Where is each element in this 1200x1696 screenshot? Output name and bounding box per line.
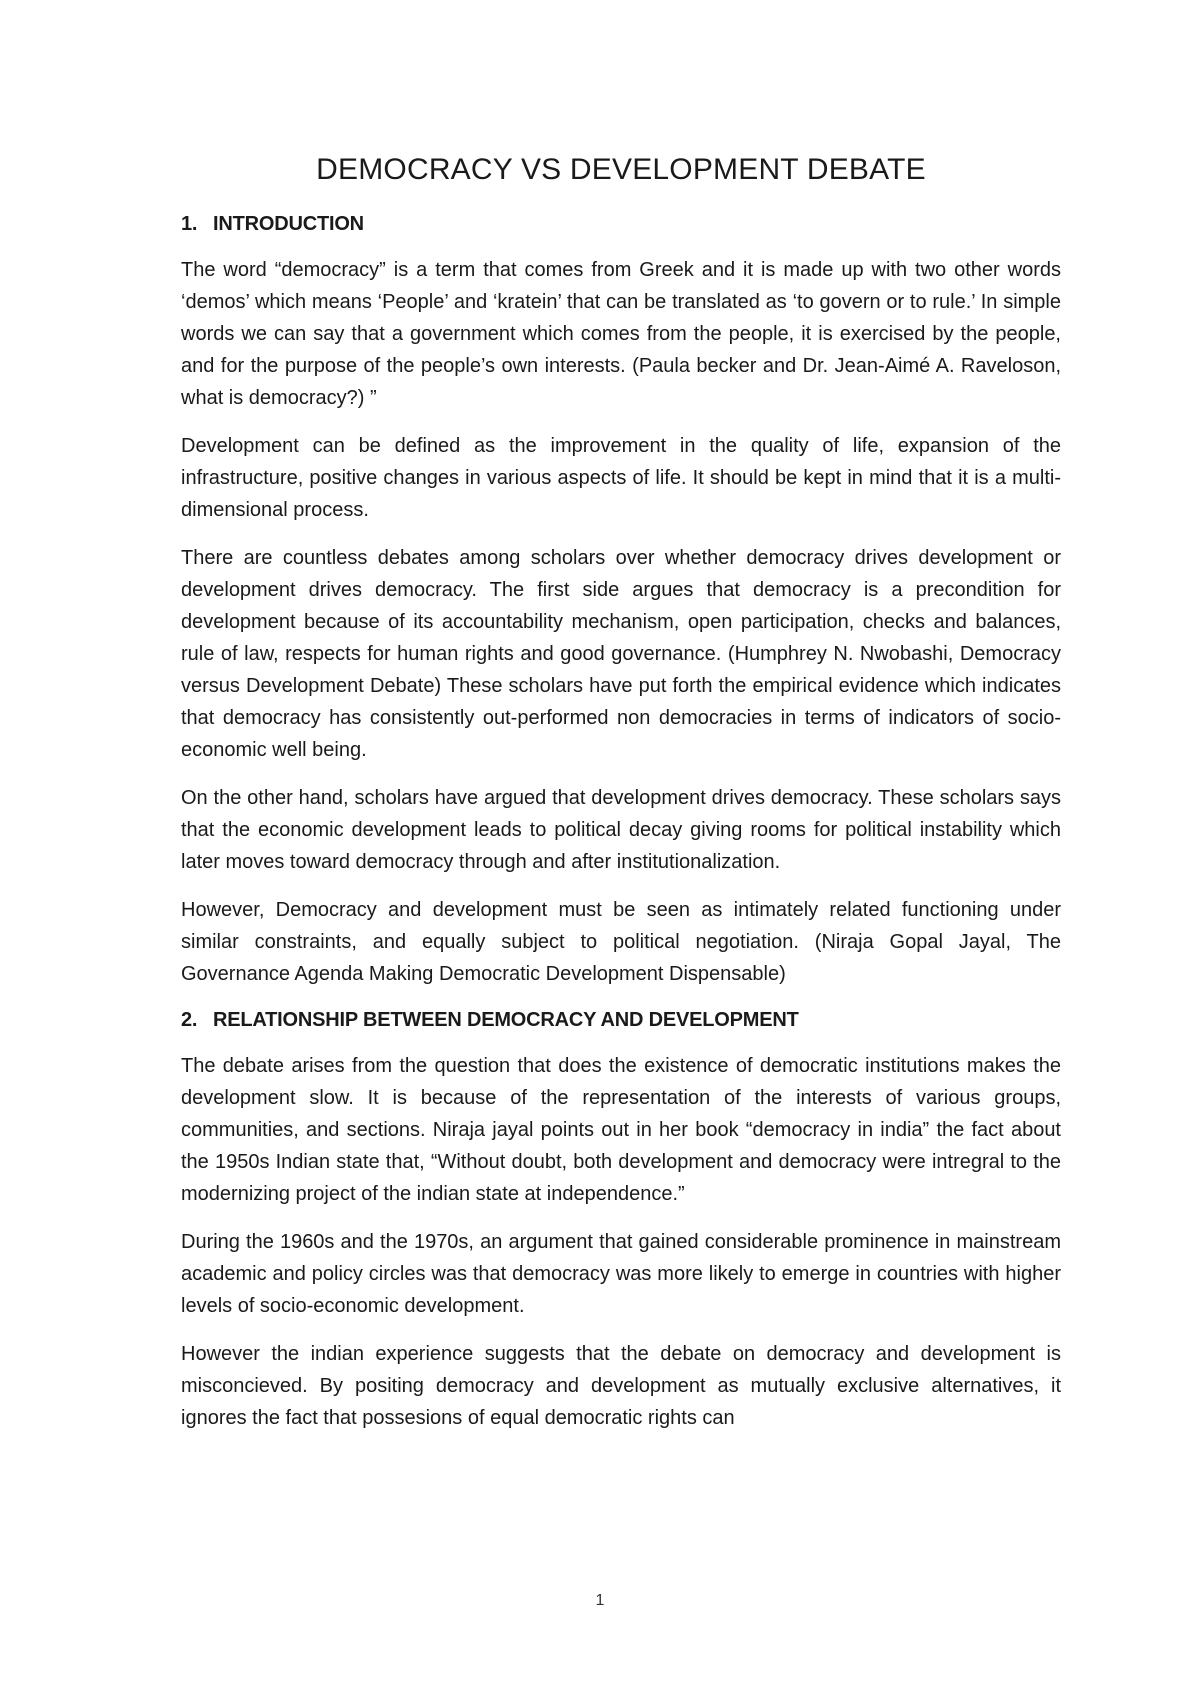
paragraph: However, Democracy and development must be seen as intimately related functioning under similar constraints, and equally subject to political negotiation. (Niraja Gopal Jayal, The Governance Agenda Making Democratic Development Dispensable): [181, 899, 1061, 985]
section-title: INTRODUCTION: [213, 213, 364, 235]
section-heading-relationship: [181, 1006, 1061, 1034]
section-number: 2.: [181, 1009, 198, 1031]
page-number: 1: [595, 1592, 605, 1609]
paragraph: The debate arises from the question that does the existence of democratic institutions makes the development slow. It is because of the representation of the interests of various groups, communities, and sections. Niraja jayal points out in her book “democracy in india” the fact about the 1950s Indian state that, “Without doubt, both development and democracy were intregral to the modernizing project of the indian state at independence.”: [181, 1055, 1061, 1205]
section-number: 1.: [181, 213, 198, 235]
paragraph: Development can be defined as the improvement in the quality of life, expansion of the infrastructure, positive changes in various aspects of life. It should be kept in mind that it is a multi-dimensional process.: [181, 435, 1061, 521]
paragraph: There are countless debates among scholars over whether democracy drives development or development drives democracy. The first side argues that democracy is a precondition for development because of its accountability mechanism, open participation, checks and balances, rule of law, respects for human rights and good governance. (Humphrey N. Nwobashi, Democracy versus Development Debate) These scholars have put forth the empirical evidence which indicates that democracy has consistently out-performed non democracies in terms of indicators of socio-economic well being.: [181, 547, 1061, 761]
paragraph: On the other hand, scholars have argued that development drives democracy. These scholars says that the economic development leads to political decay giving rooms for political instability which later moves toward democracy through and after institutionalization.: [181, 787, 1061, 873]
document-title: DEMOCRACY VS DEVELOPMENT DEBATE: [316, 153, 926, 186]
paragraph: During the 1960s and the 1970s, an argument that gained considerable prominence in mainstream academic and policy circles was that democracy was more likely to emerge in countries with higher levels of socio-economic development.: [181, 1231, 1061, 1317]
paragraph: However the indian experience suggests that the debate on democracy and development is misconcieved. By positing democracy and development as mutually exclusive alternatives, it ignores the fact that possesions of equal democratic rights can: [181, 1343, 1061, 1429]
paragraph: The word “democracy” is a term that comes from Greek and it is made up with two other words ‘demos’ which means ‘People’ and ‘kratein’ that can be translated as ‘to govern or to rule.’ In simple words we can say that a government which comes from the people, it is exercised by the people, and for the purpose of the people’s own interests. (Paula becker and Dr. Jean-Aimé A. Raveloson, what is democracy?) ”: [181, 259, 1061, 409]
section-heading-introduction: [181, 210, 1061, 238]
page-content: [181, 150, 1061, 1434]
section-title: RELATIONSHIP BETWEEN DEMOCRACY AND DEVELOPMENT: [213, 1009, 799, 1031]
